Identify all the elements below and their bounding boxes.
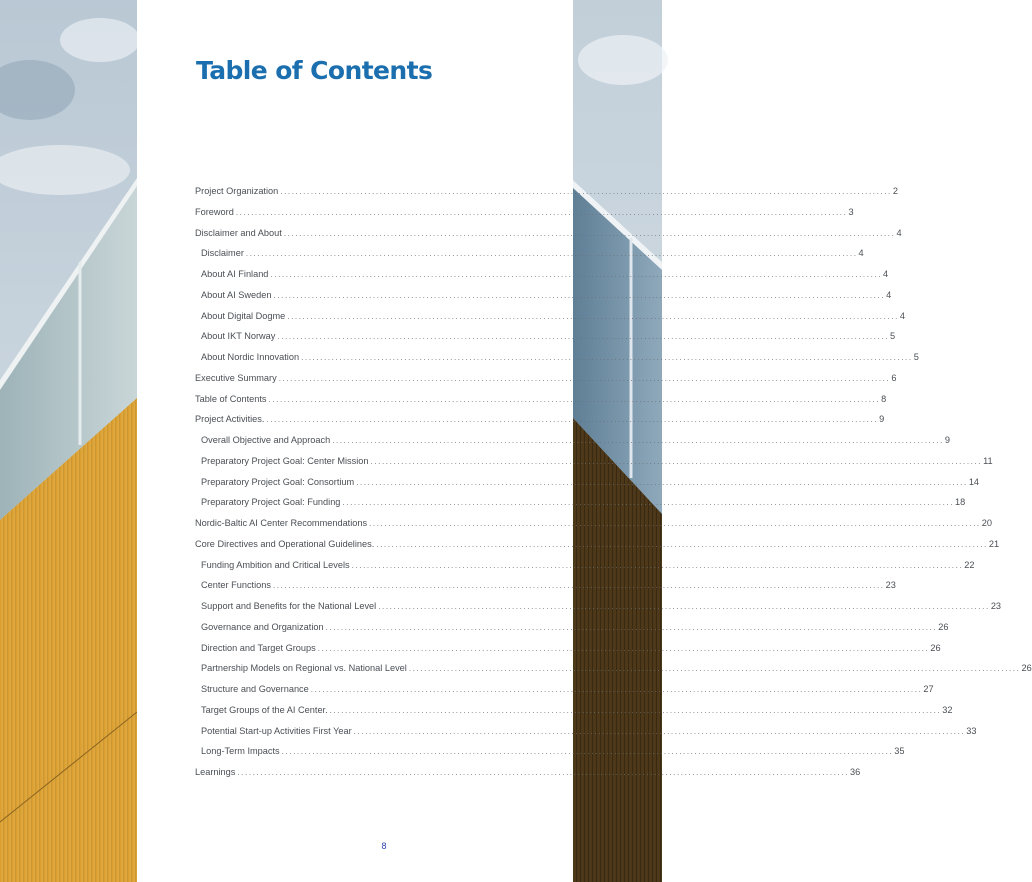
toc-entry-label: Table of Contents — [195, 393, 267, 404]
toc-entry-label: Funding Ambition and Critical Levels — [201, 559, 350, 570]
toc-leader-dots: ................................................................................................................................................................ — [301, 353, 913, 362]
toc-leader-dots: ................................................................................................................................................................ — [408, 664, 1021, 674]
toc-entry-page: 20 — [981, 518, 992, 528]
toc-entry[interactable] — [195, 435, 950, 456]
toc-entry[interactable] — [195, 725, 977, 747]
toc-entry-label: About AI Sweden — [201, 289, 272, 300]
toc-entry[interactable] — [195, 372, 897, 394]
toc-entry[interactable] — [195, 455, 993, 477]
toc-entry[interactable] — [195, 559, 975, 581]
toc-entry-label: About IKT Norway — [201, 331, 276, 342]
toc-entry-label: Preparatory Project Goal: Center Mission — [201, 455, 369, 466]
toc-entry-label: Core Directives and Operational Guidelines. — [195, 538, 375, 549]
toc-leader-dots: ................................................................................................................................................................ — [280, 187, 892, 196]
toc-entry[interactable] — [195, 601, 1002, 622]
toc-entry-page: 2 — [892, 186, 898, 196]
toc-leader-dots: ................................................................................................................................................................ — [356, 477, 968, 487]
toc-entry-page: 26 — [930, 642, 941, 653]
toc-entry-label: Center Functions — [201, 580, 271, 591]
toc-leader-dots: ................................................................................................................................................................ — [287, 311, 899, 321]
toc-entry[interactable] — [195, 621, 949, 643]
toc-leader-dots: ................................................................................................................................................................ — [270, 270, 883, 279]
left-building-photo — [0, 0, 137, 882]
toc-leader-dots: ................................................................................................................................................................ — [378, 602, 990, 611]
toc-entry-label: Support and Benefits for the National Level — [201, 601, 377, 611]
toc-entry[interactable] — [195, 704, 953, 726]
toc-entry-label: Foreword — [195, 206, 234, 217]
toc-entry[interactable] — [195, 289, 892, 311]
toc-leader-dots: ................................................................................................................................................................ — [329, 705, 942, 715]
toc-entry[interactable] — [195, 746, 905, 767]
toc-entry[interactable] — [195, 248, 864, 269]
toc-entry[interactable] — [195, 663, 1032, 684]
toc-entry-page: 22 — [964, 559, 975, 570]
toc-entry-page: 18 — [955, 497, 966, 508]
toc-leader-dots: ................................................................................................................................................................ — [237, 768, 849, 777]
page-title: Table of Contents — [196, 56, 433, 85]
toc-entry-label: About Digital Dogme — [201, 310, 286, 321]
toc-entry[interactable] — [195, 331, 896, 352]
toc-leader-dots: ................................................................................................................................................................ — [351, 560, 964, 570]
toc-leader-dots: ................................................................................................................................................................ — [245, 249, 858, 259]
toc-leader-dots: ................................................................................................................................................................ — [266, 415, 879, 425]
toc-entry-page: 6 — [891, 372, 897, 383]
toc-entry-page: 9 — [944, 435, 950, 445]
toc-entry-page: 14 — [968, 476, 980, 487]
toc-entry[interactable] — [195, 186, 898, 207]
toc-leader-dots: ................................................................................................................................................................ — [342, 498, 955, 508]
toc-entry-page: 11 — [983, 455, 993, 466]
toc-entry[interactable] — [195, 393, 887, 415]
toc-entry-page: 26 — [1021, 663, 1032, 674]
toc-entry-page: 33 — [966, 725, 977, 736]
toc-entry[interactable] — [195, 518, 992, 539]
toc-entry-label: Preparatory Project Goal: Funding — [201, 497, 341, 508]
toc-entry-label: About AI Finland — [201, 269, 269, 279]
toc-entry[interactable] — [195, 476, 980, 498]
toc-entry-page: 36 — [849, 767, 861, 777]
toc-entry-page: 4 — [858, 248, 864, 259]
toc-leader-dots: ................................................................................................................................................................ — [353, 726, 966, 736]
toc-entry[interactable] — [195, 269, 889, 290]
toc-entry[interactable] — [195, 206, 854, 228]
toc-entry-page: 26 — [938, 621, 949, 632]
toc-entry[interactable] — [195, 767, 861, 788]
toc-leader-dots: ................................................................................................................................................................ — [325, 622, 938, 632]
toc-entry-label: Project Activities. — [195, 414, 265, 425]
toc-leader-dots: ................................................................................................................................................................ — [273, 290, 886, 300]
toc-entry[interactable] — [195, 352, 919, 373]
toc-entry-label: Disclaimer — [201, 248, 244, 259]
toc-leader-dots: ................................................................................................................................................................ — [369, 519, 981, 528]
toc-entry-page: 35 — [894, 746, 905, 757]
toc-entry[interactable] — [195, 684, 934, 705]
toc-entry-page: 27 — [923, 684, 934, 694]
toc-leader-dots: ................................................................................................................................................................ — [277, 332, 890, 342]
toc-entry-label: Learnings — [195, 767, 236, 777]
toc-leader-dots: ................................................................................................................................................................ — [272, 581, 885, 591]
toc-leader-dots: ................................................................................................................................................................ — [278, 373, 891, 383]
toc-entry-page: 21 — [988, 538, 1000, 549]
toc-leader-dots: ................................................................................................................................................................ — [235, 207, 848, 217]
toc-entry-page: 23 — [990, 601, 1002, 611]
toc-entry-page: 8 — [881, 393, 887, 404]
toc-entry-page: 32 — [942, 704, 953, 715]
toc-entry-label: Direction and Target Groups — [201, 642, 316, 653]
toc-entry-page: 5 — [890, 331, 896, 342]
toc-entry-label: About Nordic Innovation — [201, 352, 300, 362]
toc-leader-dots: ................................................................................................................................................................ — [376, 539, 988, 549]
toc-entry-label: Potential Start-up Activities First Year — [201, 725, 352, 736]
toc-leader-dots: ................................................................................................................................................................ — [370, 456, 983, 466]
page-number: 8 — [381, 841, 387, 851]
toc-entry[interactable] — [195, 310, 906, 332]
toc-leader-dots: ................................................................................................................................................................ — [317, 643, 930, 653]
toc-entry[interactable] — [195, 414, 885, 435]
toc-entry-page: 4 — [886, 289, 892, 300]
toc-leader-dots: ................................................................................................................................................................ — [268, 394, 881, 404]
toc-entry[interactable] — [195, 580, 896, 601]
toc-entry-page: 4 — [883, 269, 889, 279]
toc-entry-label: Nordic-Baltic AI Center Recommendations — [195, 518, 368, 528]
toc-entry-page: 5 — [913, 352, 919, 362]
toc-entry-page: 9 — [879, 414, 885, 425]
toc-entry-label: Target Groups of the AI Center. — [201, 704, 328, 715]
toc-leader-dots: ................................................................................................................................................................ — [281, 747, 894, 757]
toc-entry-label: Project Organization — [195, 186, 279, 196]
document-page — [137, 0, 1032, 882]
toc-entry-page: 4 — [896, 227, 902, 238]
toc-entry-label: Partnership Models on Regional vs. National Level — [201, 663, 407, 674]
toc-entry-label: Long-Term Impacts — [201, 746, 280, 757]
toc-entry-label: Disclaimer and About — [195, 227, 282, 238]
toc-leader-dots: ................................................................................................................................................................ — [283, 228, 896, 238]
toc-entry-label: Preparatory Project Goal: Consortium — [201, 476, 355, 487]
toc-entry[interactable] — [195, 538, 1000, 560]
toc-entry-page: 23 — [885, 580, 896, 591]
toc-entry[interactable] — [195, 642, 941, 664]
table-of-contents — [195, 186, 1032, 788]
toc-entry-page: 4 — [899, 310, 906, 321]
toc-entry[interactable] — [195, 227, 902, 249]
toc-leader-dots: ................................................................................................................................................................ — [332, 436, 944, 445]
toc-entry-label: Structure and Governance — [201, 684, 309, 694]
left-building-photo-art — [0, 0, 137, 882]
toc-entry[interactable] — [195, 497, 966, 518]
toc-entry-label: Executive Summary — [195, 372, 277, 383]
toc-entry-label: Governance and Organization — [201, 621, 324, 632]
toc-leader-dots: ................................................................................................................................................................ — [310, 685, 923, 694]
toc-entry-label: Overall Objective and Approach — [201, 435, 331, 445]
toc-entry-page: 3 — [848, 206, 854, 217]
